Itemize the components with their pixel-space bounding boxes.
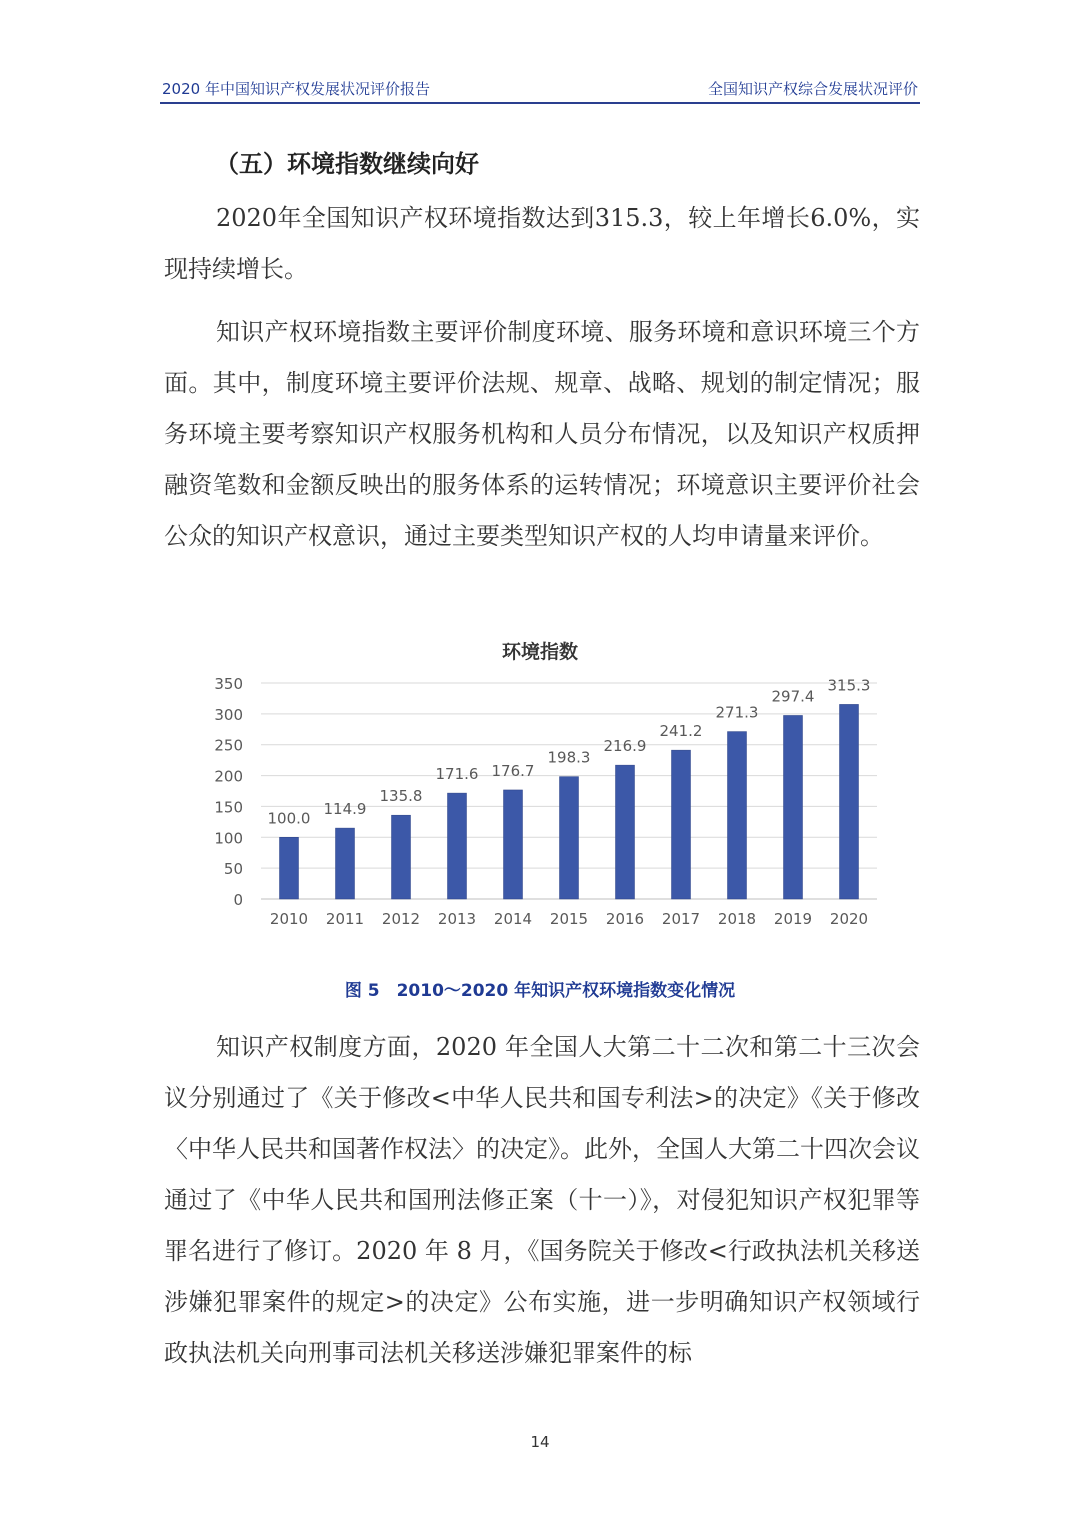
y-tick-label: 250 [214, 736, 243, 755]
bar [560, 777, 579, 899]
bar [840, 704, 859, 899]
bar [616, 765, 635, 899]
data-label: 241.2 [659, 722, 703, 741]
y-tick-label: 0 [233, 891, 243, 909]
x-tick-label: 2017 [661, 910, 701, 928]
bar [784, 715, 803, 899]
data-label: 315.3 [827, 676, 871, 695]
data-label: 297.4 [771, 687, 815, 706]
chart-title: 环境指数 [501, 641, 578, 663]
bar [392, 815, 411, 899]
bar [448, 793, 467, 899]
x-tick-label: 2016 [605, 910, 645, 928]
data-label: 114.9 [323, 800, 367, 819]
y-tick-label: 350 [214, 675, 243, 693]
section-title: （五）环境指数继续向好 [215, 150, 479, 178]
bar [728, 732, 747, 899]
data-label: 271.3 [715, 703, 759, 722]
page-number: 14 [530, 1433, 550, 1451]
x-tick-label: 2010 [269, 910, 309, 928]
data-label: 171.6 [435, 765, 479, 784]
data-label: 135.8 [379, 787, 423, 806]
figure-caption: 图 5 2010～2020 年知识产权环境指数变化情况 [344, 981, 736, 1001]
x-tick-label: 2011 [325, 910, 365, 928]
x-tick-label: 2013 [437, 910, 477, 928]
header-section-title: 全国知识产权综合发展状况评价 [707, 80, 918, 98]
bar [672, 750, 691, 899]
x-tick-label: 2019 [773, 910, 813, 928]
bar [336, 828, 355, 899]
x-tick-label: 2012 [381, 910, 421, 928]
bar [504, 790, 523, 899]
y-tick-label: 300 [214, 705, 243, 724]
x-tick-label: 2014 [493, 910, 533, 928]
paragraph-intro: 2020年全国知识产权环境指数达到315.3，较上年增长6.0%，实现持续增长。 [164, 204, 920, 283]
x-tick-label: 2018 [717, 910, 757, 928]
data-label: 198.3 [547, 748, 591, 767]
paragraph-definition: 知识产权环境指数主要评价制度环境、服务环境和意识环境三个方面。其中，制度环境主要评价法规、规章、战略、规划的制定情况；服务环境主要考察知识产权服务机构和人员分布情况，以及知识产权质押融资笔数和金额反映出的服务体系的运转情况；环境意识主要评价社会公众的知识产权意识，通过主要类型知识产权的人均申请量来评价。 [164, 318, 920, 550]
data-label: 176.7 [491, 761, 535, 780]
x-tick-label: 2015 [549, 910, 589, 928]
y-tick-label: 150 [214, 798, 243, 817]
x-tick-label: 2020 [829, 910, 869, 928]
data-label: 216.9 [603, 737, 647, 756]
y-tick-label: 100 [214, 829, 243, 848]
y-tick-label: 50 [223, 860, 243, 879]
y-tick-label: 200 [214, 767, 243, 786]
data-label: 100.0 [267, 809, 311, 828]
bar [280, 837, 299, 899]
header-report-title: 2020 年中国知识产权发展状况评价报告 [162, 80, 430, 98]
paragraph-legal-system: 知识产权制度方面，2020 年全国人大第二十二次和第二十三次会议分别通过了《关于修改<中华人民共和国专利法>的决定》《关于修改〈中华人民共和国著作权法〉的决定》。此外，全国人大第二十四次会议通过了《中华人民共和国刑法修正案（十一）》，对侵犯知识产权犯罪等罪名进行了修订。2020 年 8 月，《国务院关于修改<行政执法机关移送涉嫌犯罪案件的规定>的决定》公布实施，进一步明确知识产权领域行政执法机关向刑事司法机关移送涉嫌犯罪案件的标 [164, 1033, 920, 1367]
